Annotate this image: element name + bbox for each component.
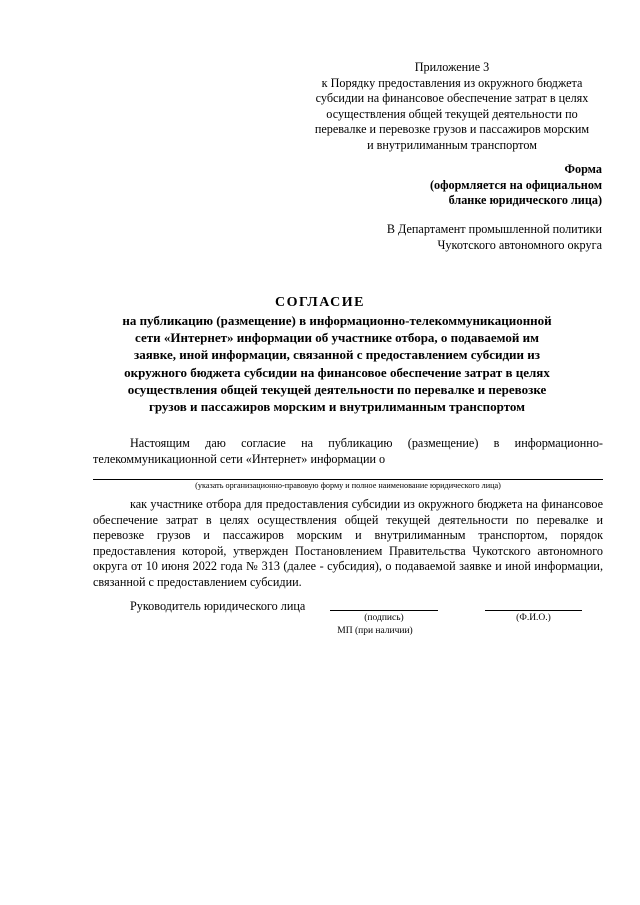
subtitle-line: грузов и пассажиров морским и внутрилиманным транспортом — [148, 399, 526, 415]
subtitle-line: на публикацию (размещение) в информационно-телекоммуникационной — [122, 313, 552, 328]
document-title: СОГЛАСИЕ — [275, 295, 365, 310]
stamp-hint: МП (при наличии) — [337, 626, 413, 636]
subtitle-line: осуществления общей текущей деятельности по перевалке и перевозке — [127, 381, 547, 397]
document-subtitle — [64, 312, 610, 415]
consent-intro: Настоящим даю согласие на публикацию (размещение) в информационно-телекоммуникационной сети «Интернет» информации о — [93, 436, 603, 466]
appendix-line: перевалке и перевозке грузов и пассажиров морским — [314, 122, 590, 136]
addressee-line: Чукотского автономного округа — [437, 237, 602, 252]
form-label: Форма — [564, 162, 602, 176]
appendix-line: субсидии на финансовое обеспечение затрат в целях — [315, 91, 589, 105]
consent-body: как участнике отбора для предоставления субсидии из окружного бюджета на финансовое обеспечение затрат в целях осуществления общей текущей деятельности по перевалке и перевозке грузов и пассажиров морским и внутрилиманным транспортом, порядок предоставления которой, утвержден Постановлением Правительства Чукотского автономного округа от 10 июня 2022 года № 313 (далее - субсидия), о подаваемой заявке и иной информации, связанной с предоставлением субсидии. — [93, 497, 603, 589]
appendix-line: осуществления общей текущей деятельности по — [326, 106, 578, 121]
appendix-line: и внутрилиманным транспортом — [367, 137, 537, 152]
addressee-line: В Департамент промышленной политики — [386, 222, 602, 236]
appendix-header — [290, 60, 614, 153]
full-name-line — [485, 610, 582, 611]
addressee — [340, 222, 602, 253]
form-note — [342, 162, 602, 209]
entity-name-hint: (указать организационно-правовую форму и полное наименование юридического лица) — [195, 481, 501, 490]
appendix-number: Приложение 3 — [414, 60, 490, 74]
entity-name-field-line — [93, 479, 603, 480]
full-name-hint: (Ф.И.О.) — [516, 613, 551, 623]
signature-line — [330, 610, 438, 611]
form-note-line: (оформляется на официальном — [429, 177, 602, 192]
appendix-line: к Порядку предоставления из окружного бюджета — [321, 75, 583, 90]
subtitle-line: заявке, иной информации, связанной с предоставлением субсидии из — [134, 347, 540, 363]
form-note-line: бланке юридического лица) — [448, 193, 602, 207]
subtitle-line: окружного бюджета субсидии на финансовое обеспечение затрат в целях — [124, 364, 550, 380]
signer-label: Руководитель юридического лица — [130, 599, 306, 613]
signature-hint: (подпись) — [364, 613, 404, 623]
subtitle-line: сети «Интернет» информации об участнике отбора, о подаваемой им — [135, 330, 539, 346]
